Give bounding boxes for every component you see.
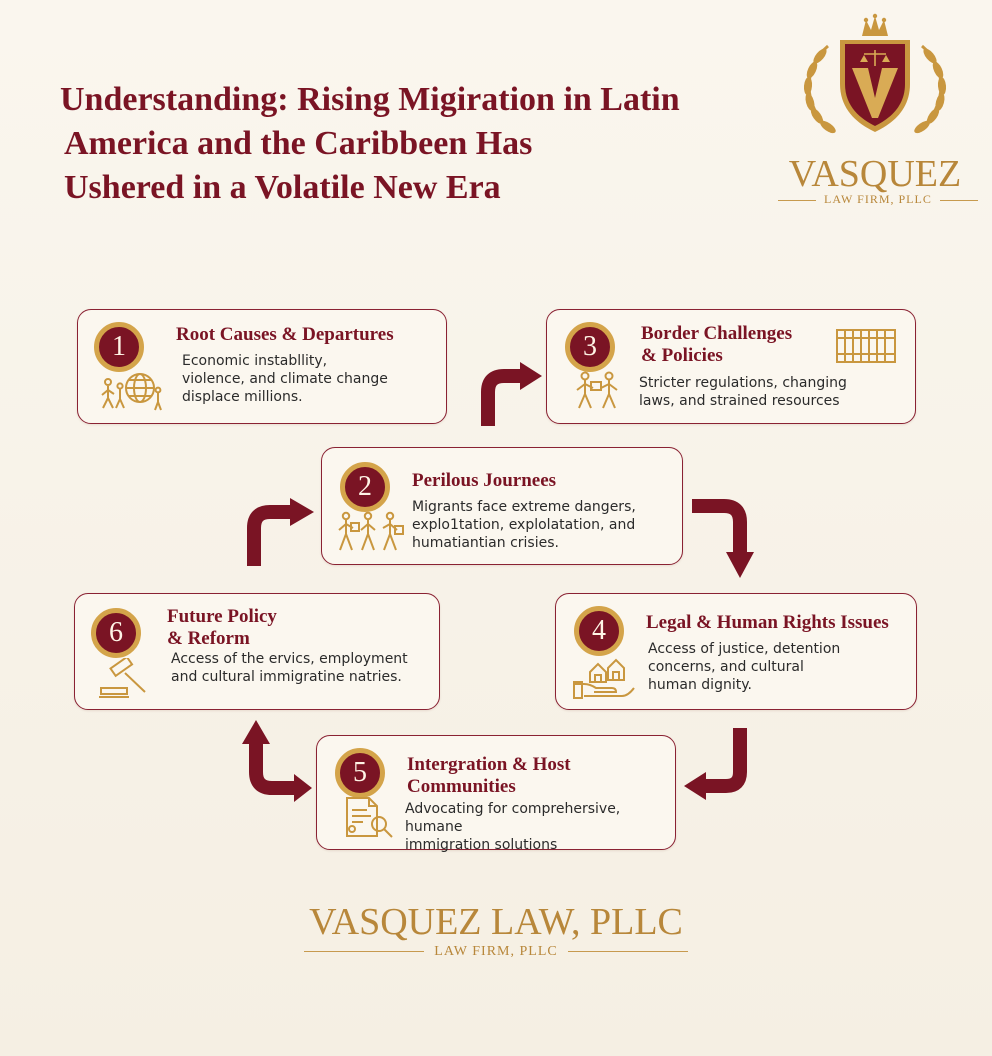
title-line-1: Understanding: Rising Migiration in Latin (60, 81, 680, 118)
migrant-group-icon (336, 510, 412, 554)
step-title: Future Policy & Reform (167, 606, 277, 649)
step-card-6 (74, 593, 440, 710)
step-title: Intergration & Host Communities (407, 754, 571, 797)
step-description: Stricter regulations, changing laws, and strained resources (639, 375, 847, 409)
firm-logo (770, 12, 980, 206)
hand-houses-icon (572, 654, 638, 700)
title-line-2: America and the Caribbeen Has (64, 125, 533, 162)
logo-name: VASQUEZ (788, 153, 962, 195)
step-number-badge: 5 (335, 748, 385, 798)
step-title: Legal & Human Rights Issues (646, 612, 889, 633)
step-description: Advocating for comprehersive, humane immigration solutions (405, 801, 621, 853)
step-card-1 (77, 309, 447, 424)
laurel-shield-icon (770, 12, 980, 152)
step-card-4 (555, 593, 917, 710)
step-title: Root Causes & Departures (176, 324, 394, 345)
flow-arrow-4-to-5 (680, 726, 760, 806)
migrant-group-icon (573, 368, 627, 412)
step-card-3 (546, 309, 916, 424)
step-card-5 (316, 735, 676, 853)
step-number-badge: 3 (565, 322, 615, 372)
step-title: Perilous Journees (412, 470, 557, 491)
flow-arrow-2-to-4 (690, 492, 770, 584)
flow-arrow-5-to-6 (228, 716, 316, 806)
step-title: Border Challenges & Policies (641, 323, 793, 366)
step-description: Economic instabllity, violence, and climate change displace millions. (182, 353, 388, 405)
gavel-icon (97, 658, 151, 700)
border-fence-icon (835, 326, 897, 366)
footer-firm-name: VASQUEZ LAW, PLLC (309, 901, 683, 943)
title-line-3: Ushered in a Volatile New Era (64, 169, 501, 206)
flow-arrow-1-to-3 (470, 350, 550, 430)
page-title (60, 78, 760, 210)
step-number-badge: 4 (574, 606, 624, 656)
flow-arrow-6-to-2 (236, 484, 320, 568)
step-number-badge: 2 (340, 462, 390, 512)
step-number-badge: 6 (91, 608, 141, 658)
document-search-icon (343, 794, 395, 840)
step-description: Access of the ervics, employment and cultural immigratine natries. (171, 651, 408, 685)
migrants-globe-icon (98, 368, 164, 412)
logo-subtitle: LAW FIRM, PLLC (770, 192, 980, 207)
step-description: Migrants face extreme dangers, explo1tation, explolatation, and humatiantian crisies. (412, 499, 636, 551)
step-description: Access of justice, detention concerns, and cultural human dignity. (648, 641, 841, 693)
footer-firm-subtitle: LAW FIRM, PLLC (0, 944, 992, 960)
step-number-badge: 1 (94, 322, 144, 372)
step-card-2 (321, 447, 683, 565)
